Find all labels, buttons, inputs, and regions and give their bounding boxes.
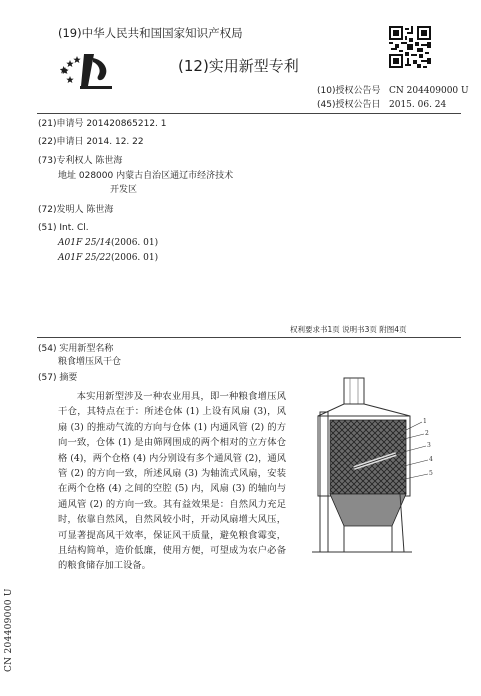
- abstract-figure: [300, 376, 452, 566]
- ipc-code: A01F 25/14: [58, 238, 111, 248]
- ipc-year: (2006. 01): [111, 253, 159, 263]
- qr-code: [389, 26, 431, 68]
- address-line-2: 开发区: [110, 185, 138, 195]
- publication-date-label: (45)授权公告日: [317, 100, 381, 110]
- address-line-1: 地址 028000 内蒙古自治区通辽市经济技术: [58, 171, 234, 181]
- utility-model-title: 粮食增压风干仓: [58, 357, 122, 367]
- ipc-classification-2: [58, 253, 158, 264]
- document-type: (12)实用新型专利: [178, 57, 299, 75]
- application-number: (21)申请号 201420865212. 1: [38, 119, 167, 129]
- sipo-logo: [60, 50, 114, 90]
- patentee: (73)专利权人 陈世海: [38, 156, 123, 166]
- header-divider: [37, 113, 461, 114]
- abstract-label: (57) 摘要: [38, 373, 78, 383]
- figure-label: 5: [429, 470, 433, 477]
- ipc-code: A01F 25/22: [58, 253, 111, 263]
- inventor: (72)发明人 陈世海: [38, 205, 114, 215]
- ipc-classification-1: [58, 238, 158, 249]
- figure-label: 2: [425, 430, 429, 437]
- figure-label: 3: [427, 442, 431, 449]
- section-divider: [37, 337, 461, 338]
- abstract-text: 本实用新型涉及一种农业用具，即一种粮食增压风干仓，其特点在于：所述仓体 (1) 上设有风扇 (3)，风扇 (3) 的推动气流的方向与仓体 (1) 内通风管 (2) 的方向一致，仓体 (1) 是由筛网围成的两个相对的立方体仓格 (4)，两个仓格 (4) 内分别设有多个通风管 (2)，通风管 (2) 的方向一致，所述风扇 (3) 为轴流式风扇，安装在两个仓格 (4) 之间的空腔 (5) 内，风扇 (3) 的轴向与通风管 (2) 的方向一致。其有益效果是：自然风力充足时，依靠自然风，自然风较小时，开动风扇增大风压，可显著提高风干效率，保证风干质量，避免粮食霉变，且结构简单，造价低廉，使用方便，可望成为农户必备的粮食储存加工设备。: [58, 391, 286, 572]
- figure-label: 1: [423, 418, 427, 425]
- publication-number: CN 204409000 U: [389, 86, 469, 96]
- int-cl-label: (51) Int. Cl.: [38, 223, 89, 233]
- publication-number-label: (10)授权公告号: [317, 86, 381, 96]
- utility-model-title-label: (54) 实用新型名称: [38, 344, 114, 354]
- filing-date: (22)申请日 2014. 12. 22: [38, 137, 144, 147]
- side-publication-id: CN 204409000 U: [4, 588, 14, 672]
- figure-label: 4: [429, 456, 433, 463]
- issuing-office: (19)中华人民共和国国家知识产权局: [58, 26, 243, 40]
- page-count-summary: 权利要求书1页 说明书3页 附图4页: [290, 325, 407, 334]
- publication-date: 2015. 06. 24: [389, 100, 447, 110]
- ipc-year: (2006. 01): [111, 238, 159, 248]
